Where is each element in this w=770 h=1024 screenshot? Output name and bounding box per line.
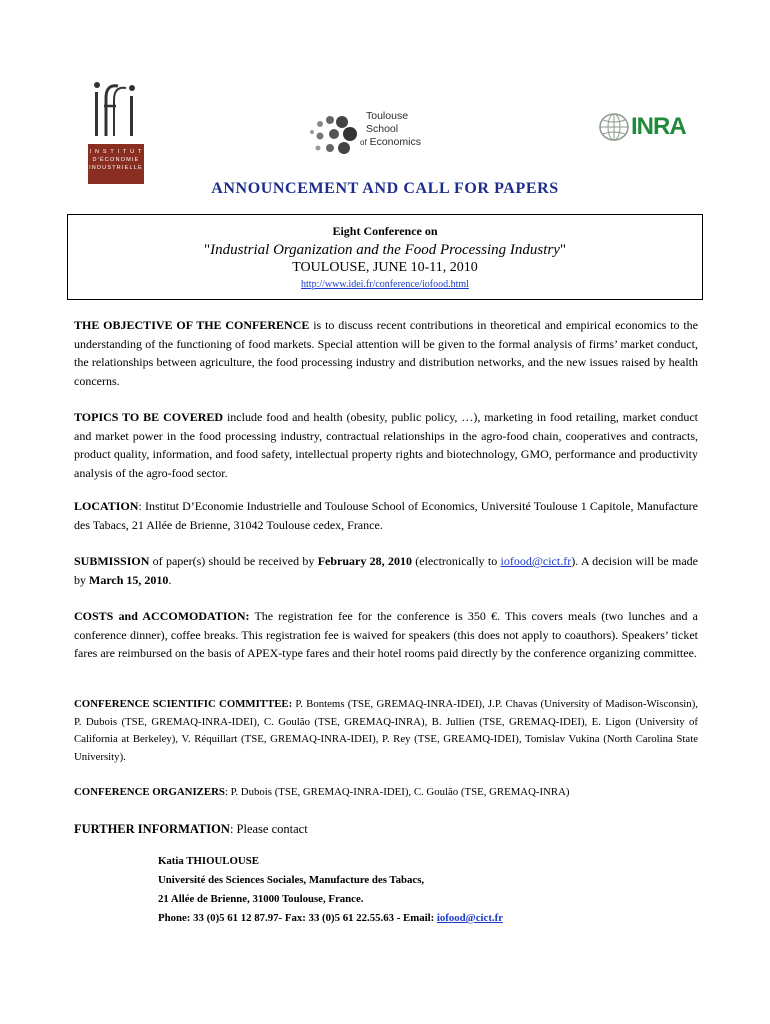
committee-text: P. Bontems (TSE, GREMAQ-INRA-IDEI), J.P. Chavas (University of Madison-Wisconsin), P. Dubois (TSE, GREMAQ-INRA-IDEI), C. Goulão (TSE, GREMAQ-INRA), B. Jullien (TSE, GREMAQ-IDEI), E. Ligon (University of California at Berkeley), V. Réquillart (TSE, GREMAQ-INRA-IDEI), P. Rey (TSE, GREAMQ-IDEI), Tomislav Vukina (North Carolina State University). xyxy=(74,698,698,763)
quote-close: " xyxy=(559,242,566,258)
contact-phone-fax xyxy=(158,909,678,928)
contact-name: Katia THIOULOUSE xyxy=(158,855,259,867)
conference-title xyxy=(68,242,702,259)
conference-subtitle: Eight Conference on xyxy=(332,224,438,238)
further-info-paragraph xyxy=(74,820,698,839)
idei-wordmark xyxy=(88,144,144,184)
objective-label: THE OBJECTIVE OF THE CONFERENCE xyxy=(74,318,310,332)
objective-paragraph xyxy=(74,316,698,390)
decision-date: March 15, 2010 xyxy=(89,572,169,587)
inra-logo xyxy=(598,112,690,142)
contact-block xyxy=(158,852,678,928)
further-info-label: FURTHER INFORMATION xyxy=(74,822,230,836)
submission-paragraph xyxy=(74,552,698,589)
tse-dots-icon xyxy=(308,114,358,158)
tse-line-2: School xyxy=(366,123,399,135)
tse-line-3: of xyxy=(360,138,367,147)
idei-wordmark-line: INDUSTRIELLE xyxy=(89,165,143,171)
conference-link[interactable]: http://www.idei.fr/conference/iofood.html xyxy=(301,279,469,290)
conference-place-date: TOULOUSE, JUNE 10-11, 2010 xyxy=(292,260,478,275)
tse-line-4: Economics xyxy=(369,136,421,148)
contact-phone-fax-text: Phone: 33 (0)5 61 12 87.97- Fax: 33 (0)5 61 22.55.63 - Email: xyxy=(158,912,437,924)
contact-address: 21 Allée de Brienne, 31000 Toulouse, France. xyxy=(158,893,364,905)
topics-label: TOPICS TO BE COVERED xyxy=(74,410,224,424)
location-paragraph xyxy=(74,497,698,534)
topics-paragraph xyxy=(74,408,698,482)
committee-paragraph xyxy=(74,696,698,766)
topics-text: include food and health (obesity, public policy, …), marketing in food retailing, market conduct and market power in the food processing industry, contractual relationships in the agro-food chain, cooperatives and contracts, product quality, information, and food safety, intellectual property rights and biotechnology, GMO, performance and productivity analysis of the agro-food sector. xyxy=(74,410,698,480)
idei-wordmark-line: I N S T I T U T xyxy=(89,149,143,155)
submission-text-1: of paper(s) should be received by xyxy=(149,554,318,568)
idei-logo xyxy=(88,80,144,186)
submission-text-3: ). A decision will be made by xyxy=(74,554,698,587)
tse-line-1: Toulouse xyxy=(366,110,409,122)
submission-email-link[interactable]: iofood@cict.fr xyxy=(500,554,572,568)
contact-institution: Université des Sciences Sociales, Manufacture des Tabacs, xyxy=(158,874,425,886)
costs-paragraph xyxy=(74,607,698,663)
committee-label: CONFERENCE SCIENTIFIC COMMITTEE: xyxy=(74,698,293,710)
location-label: LOCATION xyxy=(74,499,139,513)
organizers-text: : P. Dubois (TSE, GREMAQ-INRA-IDEI), C. Goulão (TSE, GREMAQ-INRA) xyxy=(224,786,570,798)
conference-box xyxy=(67,214,703,300)
quote-open: " xyxy=(204,242,211,258)
conference-title-text: Industrial Organization and the Food Processing Industry xyxy=(210,242,560,258)
organizers-paragraph xyxy=(74,783,698,802)
costs-label: COSTS and ACCOMODATION: xyxy=(74,609,250,623)
contact-email-link[interactable]: iofood@cict.fr xyxy=(436,912,503,924)
submission-text-4: . xyxy=(168,572,172,587)
submission-label: SUBMISSION xyxy=(74,554,150,568)
idei-wordmark-line: D'ÉCONOMIE xyxy=(92,157,140,163)
tse-wordmark xyxy=(360,110,421,149)
submission-deadline: February 28, 2010 xyxy=(317,554,412,568)
idei-mark-icon xyxy=(92,80,140,142)
organizers-label: CONFERENCE ORGANIZERS xyxy=(74,786,225,798)
inra-wordmark: INRA xyxy=(631,113,686,140)
costs-text: The registration fee for the conference is 350 €. This covers meals (two lunches and a conference dinner), coffee breaks. This registration fee is waived for speakers (this does not apply to coauthors). Speakers’ ticket fares are reimbursed on the basis of APEX-type fares and their hotel rooms paid directly by the conference organizing committee. xyxy=(74,609,699,661)
page-title: ANNOUNCEMENT AND CALL FOR PAPERS xyxy=(211,180,559,197)
further-info-text: : Please contact xyxy=(229,822,308,836)
objective-text: is to discuss recent contributions in theoretical and empirical economics to the understanding of the functioning of food markets. Special attention will be given to the formal analysis of firms’ market conduct, the relationships between agriculture, the food processing industry and distribution networks, and the new issues raised by health concerns. xyxy=(74,318,698,388)
location-text: : Institut D’Economie Industrielle and Toulouse School of Economics, Université Toulouse 1 Capitole, Manufacture des Tabacs, 21 Allée de Brienne, 31042 Toulouse cedex, France. xyxy=(74,499,698,532)
submission-text-2: (electronically to xyxy=(411,554,501,568)
globe-icon xyxy=(598,112,630,142)
tse-logo xyxy=(308,110,423,160)
